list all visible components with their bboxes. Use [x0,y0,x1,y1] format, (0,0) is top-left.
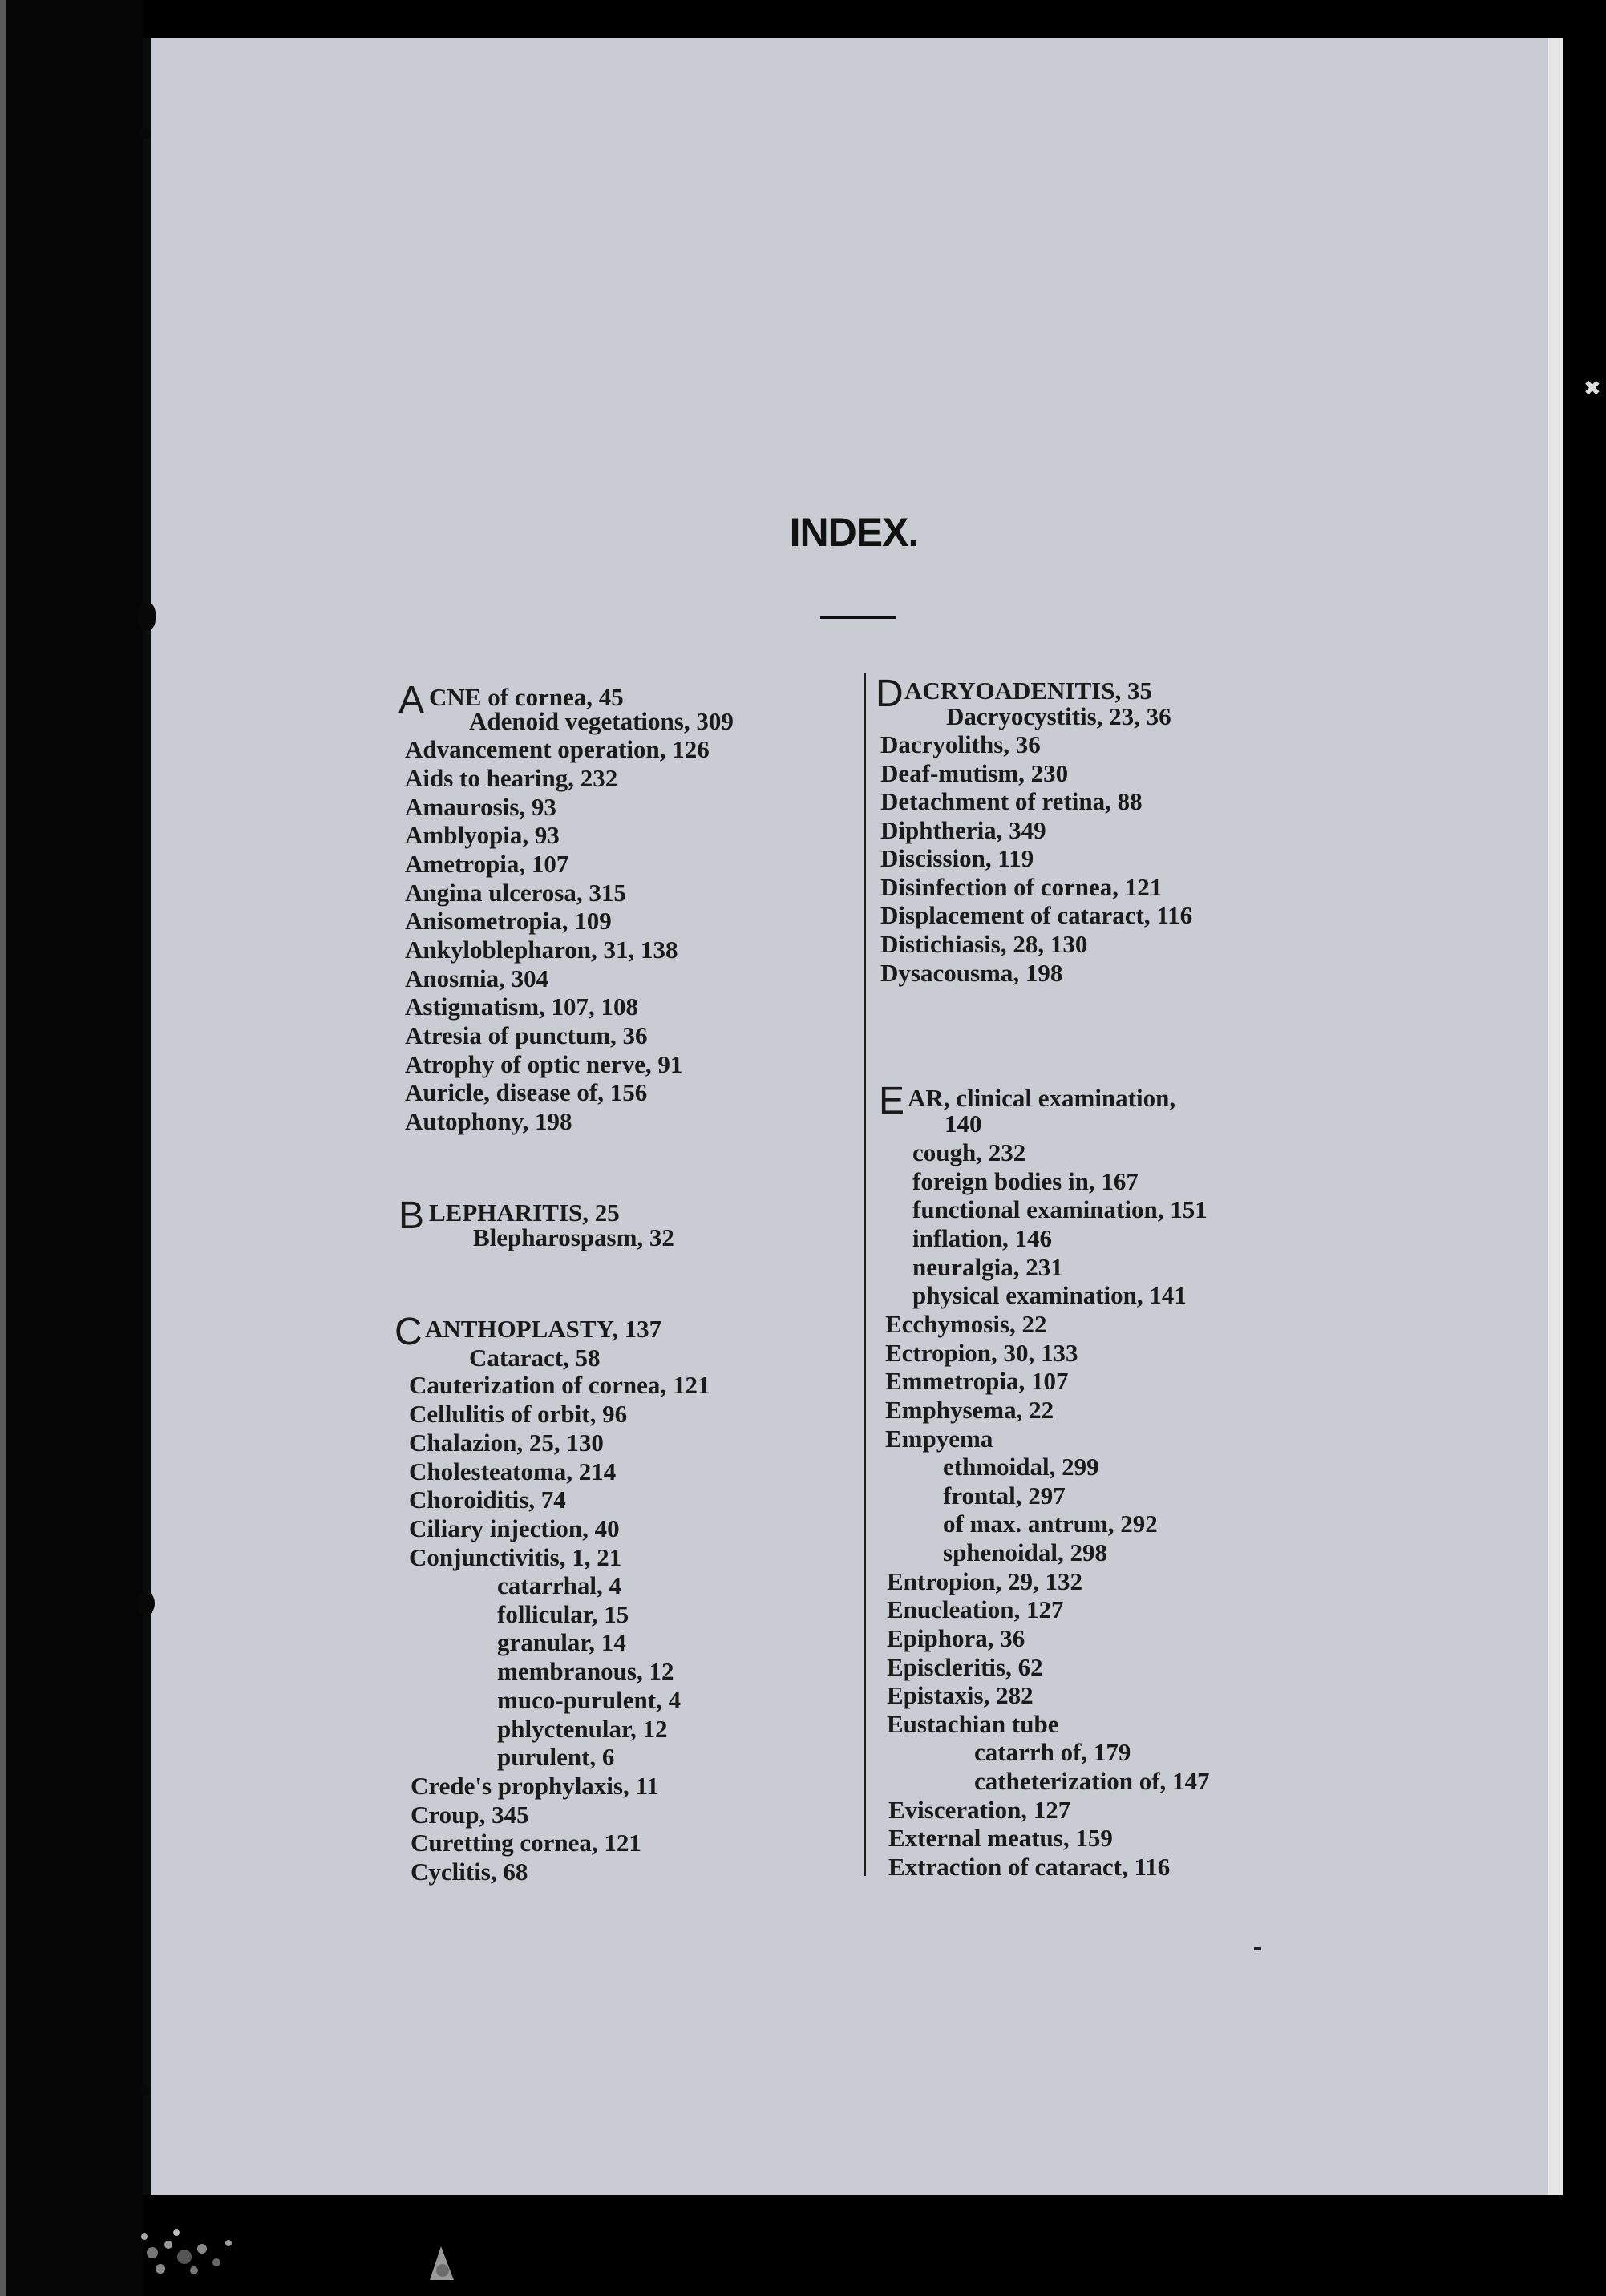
index-entry: Dysacousma, 198 [880,959,1063,987]
page-title: INDEX. [789,510,919,555]
spine-notch [137,1591,155,1615]
index-entry: Episcleritis, 62 [887,1653,1043,1681]
index-entry: inflation, 146 [912,1224,1052,1252]
drop-cap-letter: E [879,1080,905,1122]
drop-cap-letter: C [394,1311,423,1353]
index-entry: functional examination, 151 [912,1195,1208,1223]
index-entry: catarrh of, 179 [974,1738,1131,1766]
index-entry: catarrhal, 4 [497,1571,621,1599]
index-entry: Angina ulcerosa, 315 [405,879,626,907]
index-entry: Displacement of cataract, 116 [880,901,1193,929]
index-entry: Astigmatism, 107, 108 [405,992,639,1021]
book-page [147,38,1548,2195]
index-entry: LEPHARITIS, 25 [429,1199,620,1227]
index-entry: cough, 232 [912,1138,1026,1166]
index-entry: Aids to hearing, 232 [405,764,618,792]
index-entry: Advancement operation, 126 [405,735,710,763]
index-entry: Evisceration, 127 [888,1796,1071,1824]
index-entry: of max. antrum, 292 [943,1510,1158,1538]
index-entry: Chalazion, 25, 130 [409,1429,604,1457]
index-entry: Autophony, 198 [405,1107,572,1135]
index-entry: Adenoid vegetations, 309 [469,707,734,735]
index-entry: Ectropion, 30, 133 [885,1339,1078,1367]
index-entry: ANTHOPLASTY, 137 [425,1315,662,1343]
index-entry: Ametropia, 107 [405,850,569,878]
index-entry: membranous, 12 [497,1657,674,1685]
index-entry: Atrophy of optic nerve, 91 [405,1050,683,1078]
index-entry: Epistaxis, 282 [887,1681,1034,1709]
index-entry: Anosmia, 304 [405,964,549,992]
index-entry: Ankyloblepharon, 31, 138 [405,936,678,964]
index-entry: Enucleation, 127 [887,1595,1064,1623]
scan-artifact [128,2221,249,2285]
index-entry: CNE of cornea, 45 [429,683,624,711]
spine-notch [140,128,151,139]
scan-artifact [425,2245,462,2283]
drop-cap-letter: A [398,679,425,722]
index-entry: muco-purulent, 4 [497,1686,682,1714]
index-entry: Deaf-mutism, 230 [880,759,1069,787]
index-entry: Emphysema, 22 [885,1396,1054,1424]
index-entry: 140 [945,1110,982,1138]
index-entry: Croup, 345 [411,1801,529,1829]
index-entry: ethmoidal, 299 [943,1453,1099,1481]
index-entry: phlyctenular, 12 [497,1715,668,1743]
spine-notch [140,2084,150,2096]
index-entry: Eustachian tube [887,1710,1059,1738]
scan-background [0,0,143,2296]
index-entry: sphenoidal, 298 [943,1538,1108,1566]
column-divider [864,673,866,1876]
index-entry: Amaurosis, 93 [405,793,556,821]
binding-spine [143,38,151,2195]
index-entry: AR, clinical examination, [908,1084,1176,1112]
index-entry: External meatus, 159 [888,1824,1113,1852]
scan-artifact: ✖ [1584,377,1601,401]
index-entry: Cellulitis of orbit, 96 [409,1400,628,1428]
index-entry: Ecchymosis, 22 [885,1310,1047,1338]
stray-mark [1254,1947,1261,1950]
index-entry: Dacryoliths, 36 [880,730,1041,758]
index-entry: Empyema [885,1425,993,1453]
index-entry: purulent, 6 [497,1743,615,1771]
index-entry: Crede's prophylaxis, 11 [411,1772,659,1800]
index-entry: Detachment of retina, 88 [880,787,1143,815]
index-entry: Disinfection of cornea, 121 [880,873,1163,901]
index-entry: Choroiditis, 74 [409,1486,566,1514]
index-entry: frontal, 297 [943,1481,1066,1510]
index-entry: Blepharospasm, 32 [473,1223,674,1251]
index-entry: granular, 14 [497,1628,626,1656]
index-entry: Conjunctivitis, 1, 21 [409,1543,622,1571]
index-entry: foreign bodies in, 167 [912,1167,1139,1195]
index-entry: Dacryocystitis, 23, 36 [946,702,1171,730]
index-entry: Discission, 119 [880,844,1034,872]
index-entry: Curetting cornea, 121 [411,1829,641,1857]
index-entry: catheterization of, 147 [974,1767,1210,1795]
drop-cap-letter: B [398,1194,425,1237]
index-entry: ACRYOADENITIS, 35 [904,677,1152,705]
index-entry: follicular, 15 [497,1600,629,1628]
scan-edge [0,0,6,2296]
index-entry: Auricle, disease of, 156 [405,1078,648,1106]
index-entry: Emmetropia, 107 [885,1367,1069,1395]
index-entry: Amblyopia, 93 [405,821,560,849]
index-entry: Atresia of punctum, 36 [405,1021,648,1049]
index-entry: Cataract, 58 [469,1344,601,1372]
index-entry: Distichiasis, 28, 130 [880,930,1088,958]
drop-cap-letter: D [876,673,904,715]
page-edge [1548,38,1563,2195]
spine-notch [138,603,156,630]
index-entry: Diphtheria, 349 [880,816,1046,844]
index-entry: Cyclitis, 68 [411,1857,528,1886]
index-entry: neuralgia, 231 [912,1253,1063,1281]
index-entry: Entropion, 29, 132 [887,1567,1083,1595]
index-entry: Extraction of cataract, 116 [888,1853,1171,1881]
index-entry: Cholesteatoma, 214 [409,1457,617,1486]
index-entry: Ciliary injection, 40 [409,1514,620,1542]
title-rule [820,616,896,619]
index-entry: Anisometropia, 109 [405,907,612,935]
index-entry: physical examination, 141 [912,1281,1187,1309]
index-entry: Epiphora, 36 [887,1624,1025,1652]
index-entry: Cauterization of cornea, 121 [409,1371,710,1399]
